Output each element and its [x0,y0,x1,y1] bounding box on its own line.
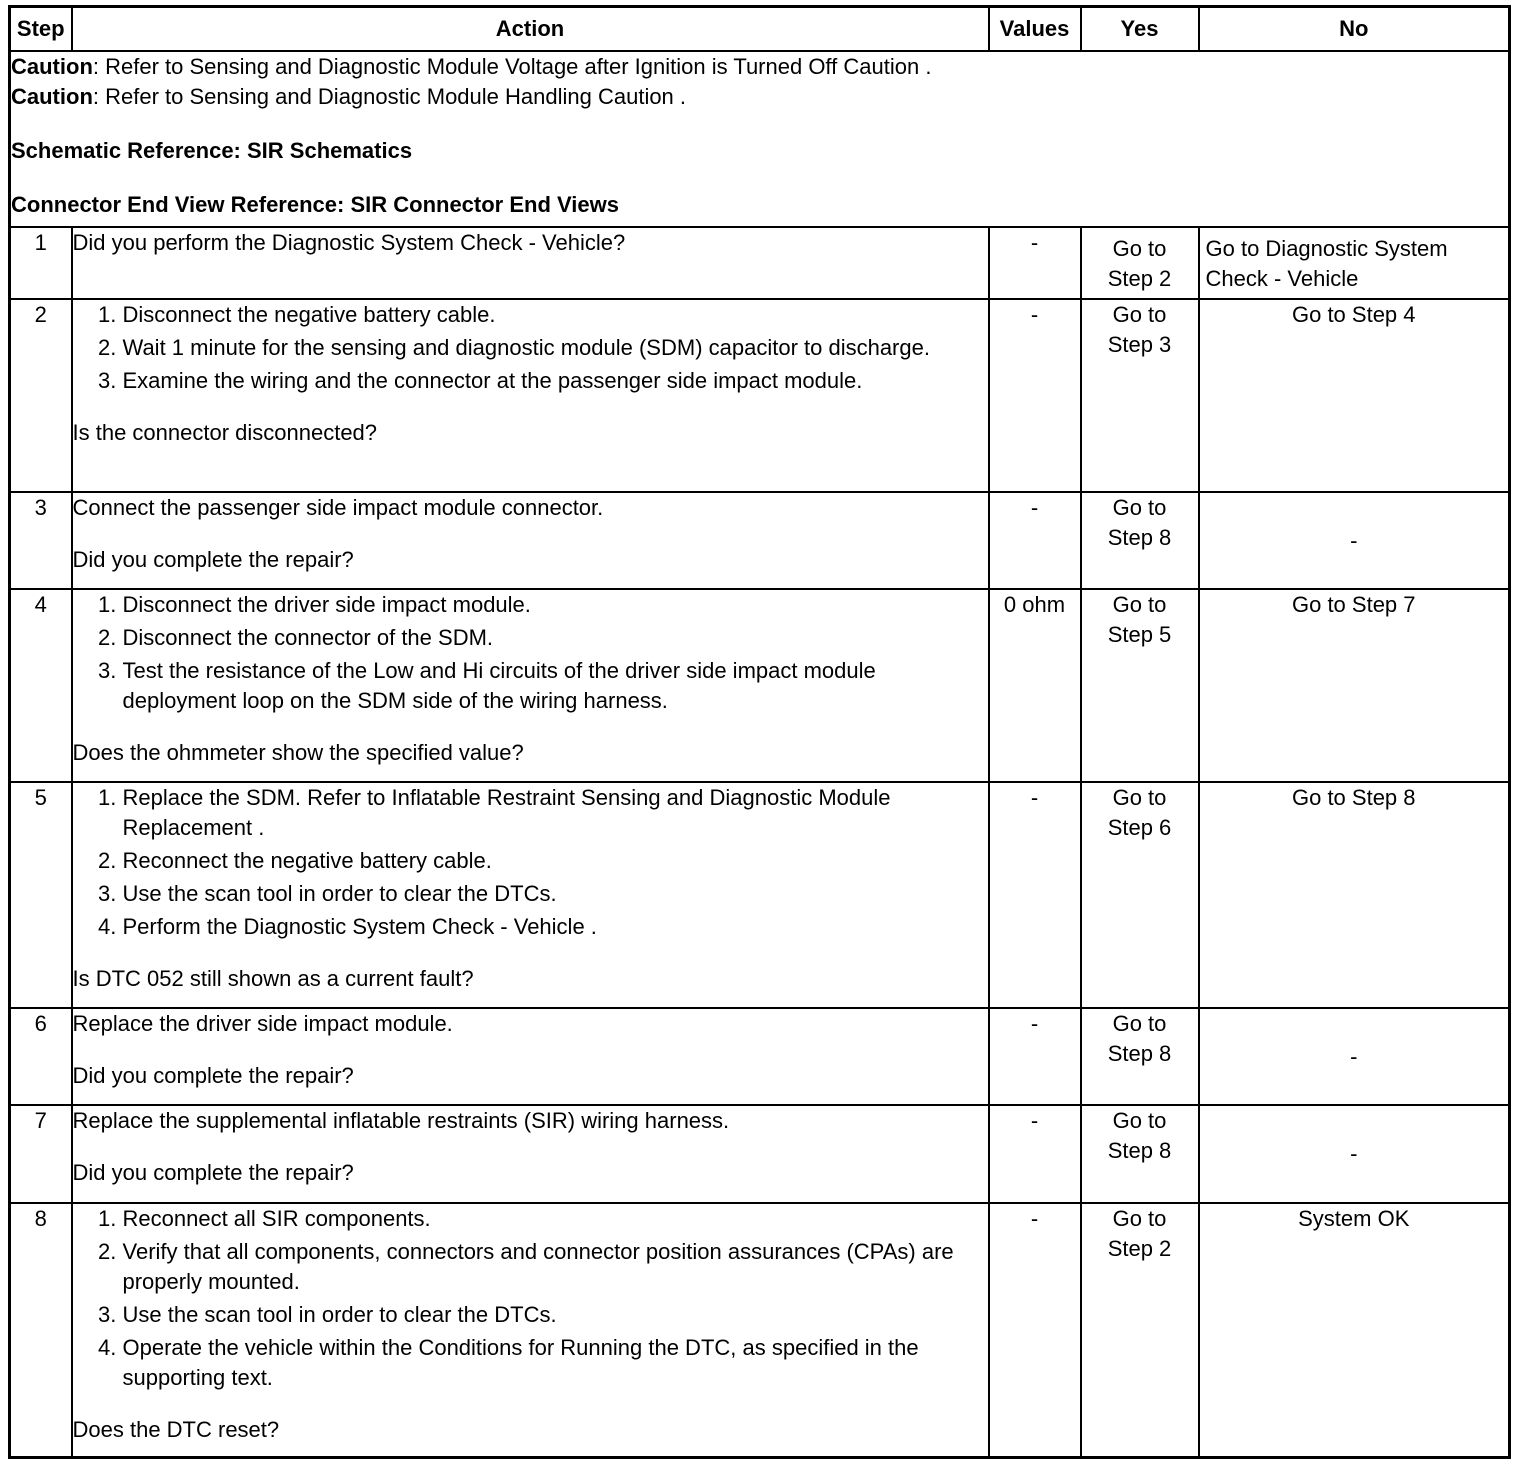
yes-line: Go to [1112,592,1167,617]
value-cell: - [989,299,1081,492]
header-yes: Yes [1081,7,1199,52]
action-list [73,783,988,942]
caution-label: Caution [11,54,93,79]
action-question: Did you complete the repair? [72,1160,354,1185]
list-item: 4. Operate the vehicle within the Conditions for Running the DTC, as specified in the supporting text. [123,1333,988,1393]
yes-cell [1081,1008,1199,1105]
schematic-reference [11,136,1508,166]
no-cell [1199,1105,1510,1203]
no-cell [1199,589,1510,782]
caution-row [10,51,1510,227]
table-row [10,299,1510,492]
action-question: Did you complete the repair? [72,547,354,572]
value-cell: - [989,492,1081,589]
value-cell: - [989,227,1081,299]
yes-line: Step 3 [1107,332,1172,357]
yes-cell [1081,1203,1199,1457]
yes-line: Go to [1112,236,1167,261]
action-question: Does the DTC reset? [72,1417,280,1442]
list-item: 1. Disconnect the negative battery cable. [123,300,988,330]
list-item: 2. Disconnect the connector of the SDM. [123,623,988,653]
value-cell: 0 ohm [989,589,1081,782]
no-line: Check - Vehicle [1205,266,1359,291]
table-row [10,1203,1510,1457]
list-item: 3. Test the resistance of the Low and Hi circuits of the driver side impact module deployment loop on the SDM side of the wiring harness. [123,656,988,716]
yes-cell [1081,299,1199,492]
action-question: Did you complete the repair? [72,1063,354,1088]
action-list [73,300,988,396]
no-cell [1199,492,1510,589]
list-item: 3. Examine the wiring and the connector at the passenger side impact module. [123,366,988,396]
step-number: 7 [10,1105,72,1203]
action-cell [72,589,989,782]
step-number: 5 [10,782,72,1008]
caution-cell [10,51,1510,227]
value-cell: - [989,1203,1081,1457]
yes-line: Go to [1112,495,1167,520]
caution-line-1 [11,52,1508,82]
yes-line: Step 6 [1107,815,1172,840]
value-cell: - [989,782,1081,1008]
value-cell: - [989,1008,1081,1105]
no-line: - [1350,1043,1358,1069]
connector-reference [11,190,1508,220]
yes-line: Go to [1112,1108,1167,1133]
action-cell [72,227,989,299]
header-row [10,7,1510,52]
list-item: 2. Reconnect the negative battery cable. [123,846,988,876]
table-row [10,492,1510,589]
caution-label: Caution [11,84,93,109]
yes-line: Step 8 [1107,525,1172,550]
action-cell [72,782,989,1008]
diagnostic-table [8,5,1511,1459]
action-cell [72,492,989,589]
yes-line: Step 8 [1107,1041,1172,1066]
table-row [10,1105,1510,1203]
no-line: Go to Diagnostic System [1205,236,1448,261]
no-line: - [1350,527,1358,553]
step-number: 3 [10,492,72,589]
yes-line: Go to [1112,1206,1167,1231]
no-line: - [1350,1141,1358,1166]
yes-line: Step 2 [1107,266,1172,291]
action-cell [72,299,989,492]
action-question: Is the connector disconnected? [72,420,378,445]
action-intro: Replace the supplemental inflatable restraints (SIR) wiring harness. [72,1108,730,1133]
action-list [73,1204,988,1393]
yes-cell [1081,227,1199,299]
no-cell [1199,1008,1510,1105]
schematic-reference-text: Schematic Reference: SIR Schematics [11,138,413,163]
header-values: Values [989,7,1081,52]
yes-line: Step 5 [1107,622,1172,647]
step-number: 8 [10,1203,72,1457]
list-item: 3. Use the scan tool in order to clear the DTCs. [123,1300,988,1330]
table-row [10,589,1510,782]
action-intro: Replace the driver side impact module. [72,1011,453,1036]
caution-text: : Refer to Sensing and Diagnostic Module Handling Caution . [92,84,687,109]
no-line: Go to Step 4 [1291,302,1416,327]
list-item: 2. Verify that all components, connectors and connector position assurances (CPAs) are properly mounted. [123,1237,988,1297]
yes-cell [1081,492,1199,589]
header-action: Action [72,7,989,52]
list-item: 1. Disconnect the driver side impact module. [123,590,988,620]
action-cell [72,1203,989,1457]
list-item: 2. Wait 1 minute for the sensing and diagnostic module (SDM) capacitor to discharge. [123,333,988,363]
action-intro: Connect the passenger side impact module connector. [72,495,604,520]
step-number: 2 [10,299,72,492]
action-list [73,590,988,716]
list-item: 1. Reconnect all SIR components. [123,1204,988,1234]
yes-cell [1081,589,1199,782]
header-step: Step [10,7,72,52]
no-cell [1199,782,1510,1008]
no-line: Go to Step 7 [1291,592,1416,617]
step-number: 4 [10,589,72,782]
table-row [10,1008,1510,1105]
no-cell [1199,1203,1510,1457]
caution-line-2 [11,82,1508,112]
action-question: Is DTC 052 still shown as a current fault? [72,966,474,991]
step-number: 6 [10,1008,72,1105]
action-cell [72,1105,989,1203]
list-item: 3. Use the scan tool in order to clear the DTCs. [123,879,988,909]
list-item: 4. Perform the Diagnostic System Check - Vehicle . [123,912,988,942]
table-row [10,782,1510,1008]
step-number: 1 [10,227,72,299]
action-cell [72,1008,989,1105]
no-line: System OK [1298,1206,1410,1231]
caution-text: : Refer to Sensing and Diagnostic Module Voltage after Ignition is Turned Off Caution . [92,54,932,79]
action-question: Does the ohmmeter show the specified value? [72,740,524,765]
yes-line: Step 2 [1107,1236,1172,1261]
yes-line: Step 8 [1107,1138,1172,1163]
list-item: 1. Replace the SDM. Refer to Inflatable Restraint Sensing and Diagnostic Module Replacement . [123,783,988,843]
value-cell: - [989,1105,1081,1203]
connector-reference-text: Connector End View Reference: SIR Connector End Views [11,192,619,217]
yes-line: Go to [1112,302,1167,327]
no-line: Go to Step 8 [1291,785,1416,810]
action-intro: Did you perform the Diagnostic System Check - Vehicle? [72,230,626,255]
table-row [10,227,1510,299]
no-cell [1199,227,1510,299]
header-no: No [1199,7,1510,52]
yes-line: Go to [1112,1011,1167,1036]
yes-line: Go to [1112,785,1167,810]
yes-cell [1081,1105,1199,1203]
yes-cell [1081,782,1199,1008]
no-cell [1199,299,1510,492]
